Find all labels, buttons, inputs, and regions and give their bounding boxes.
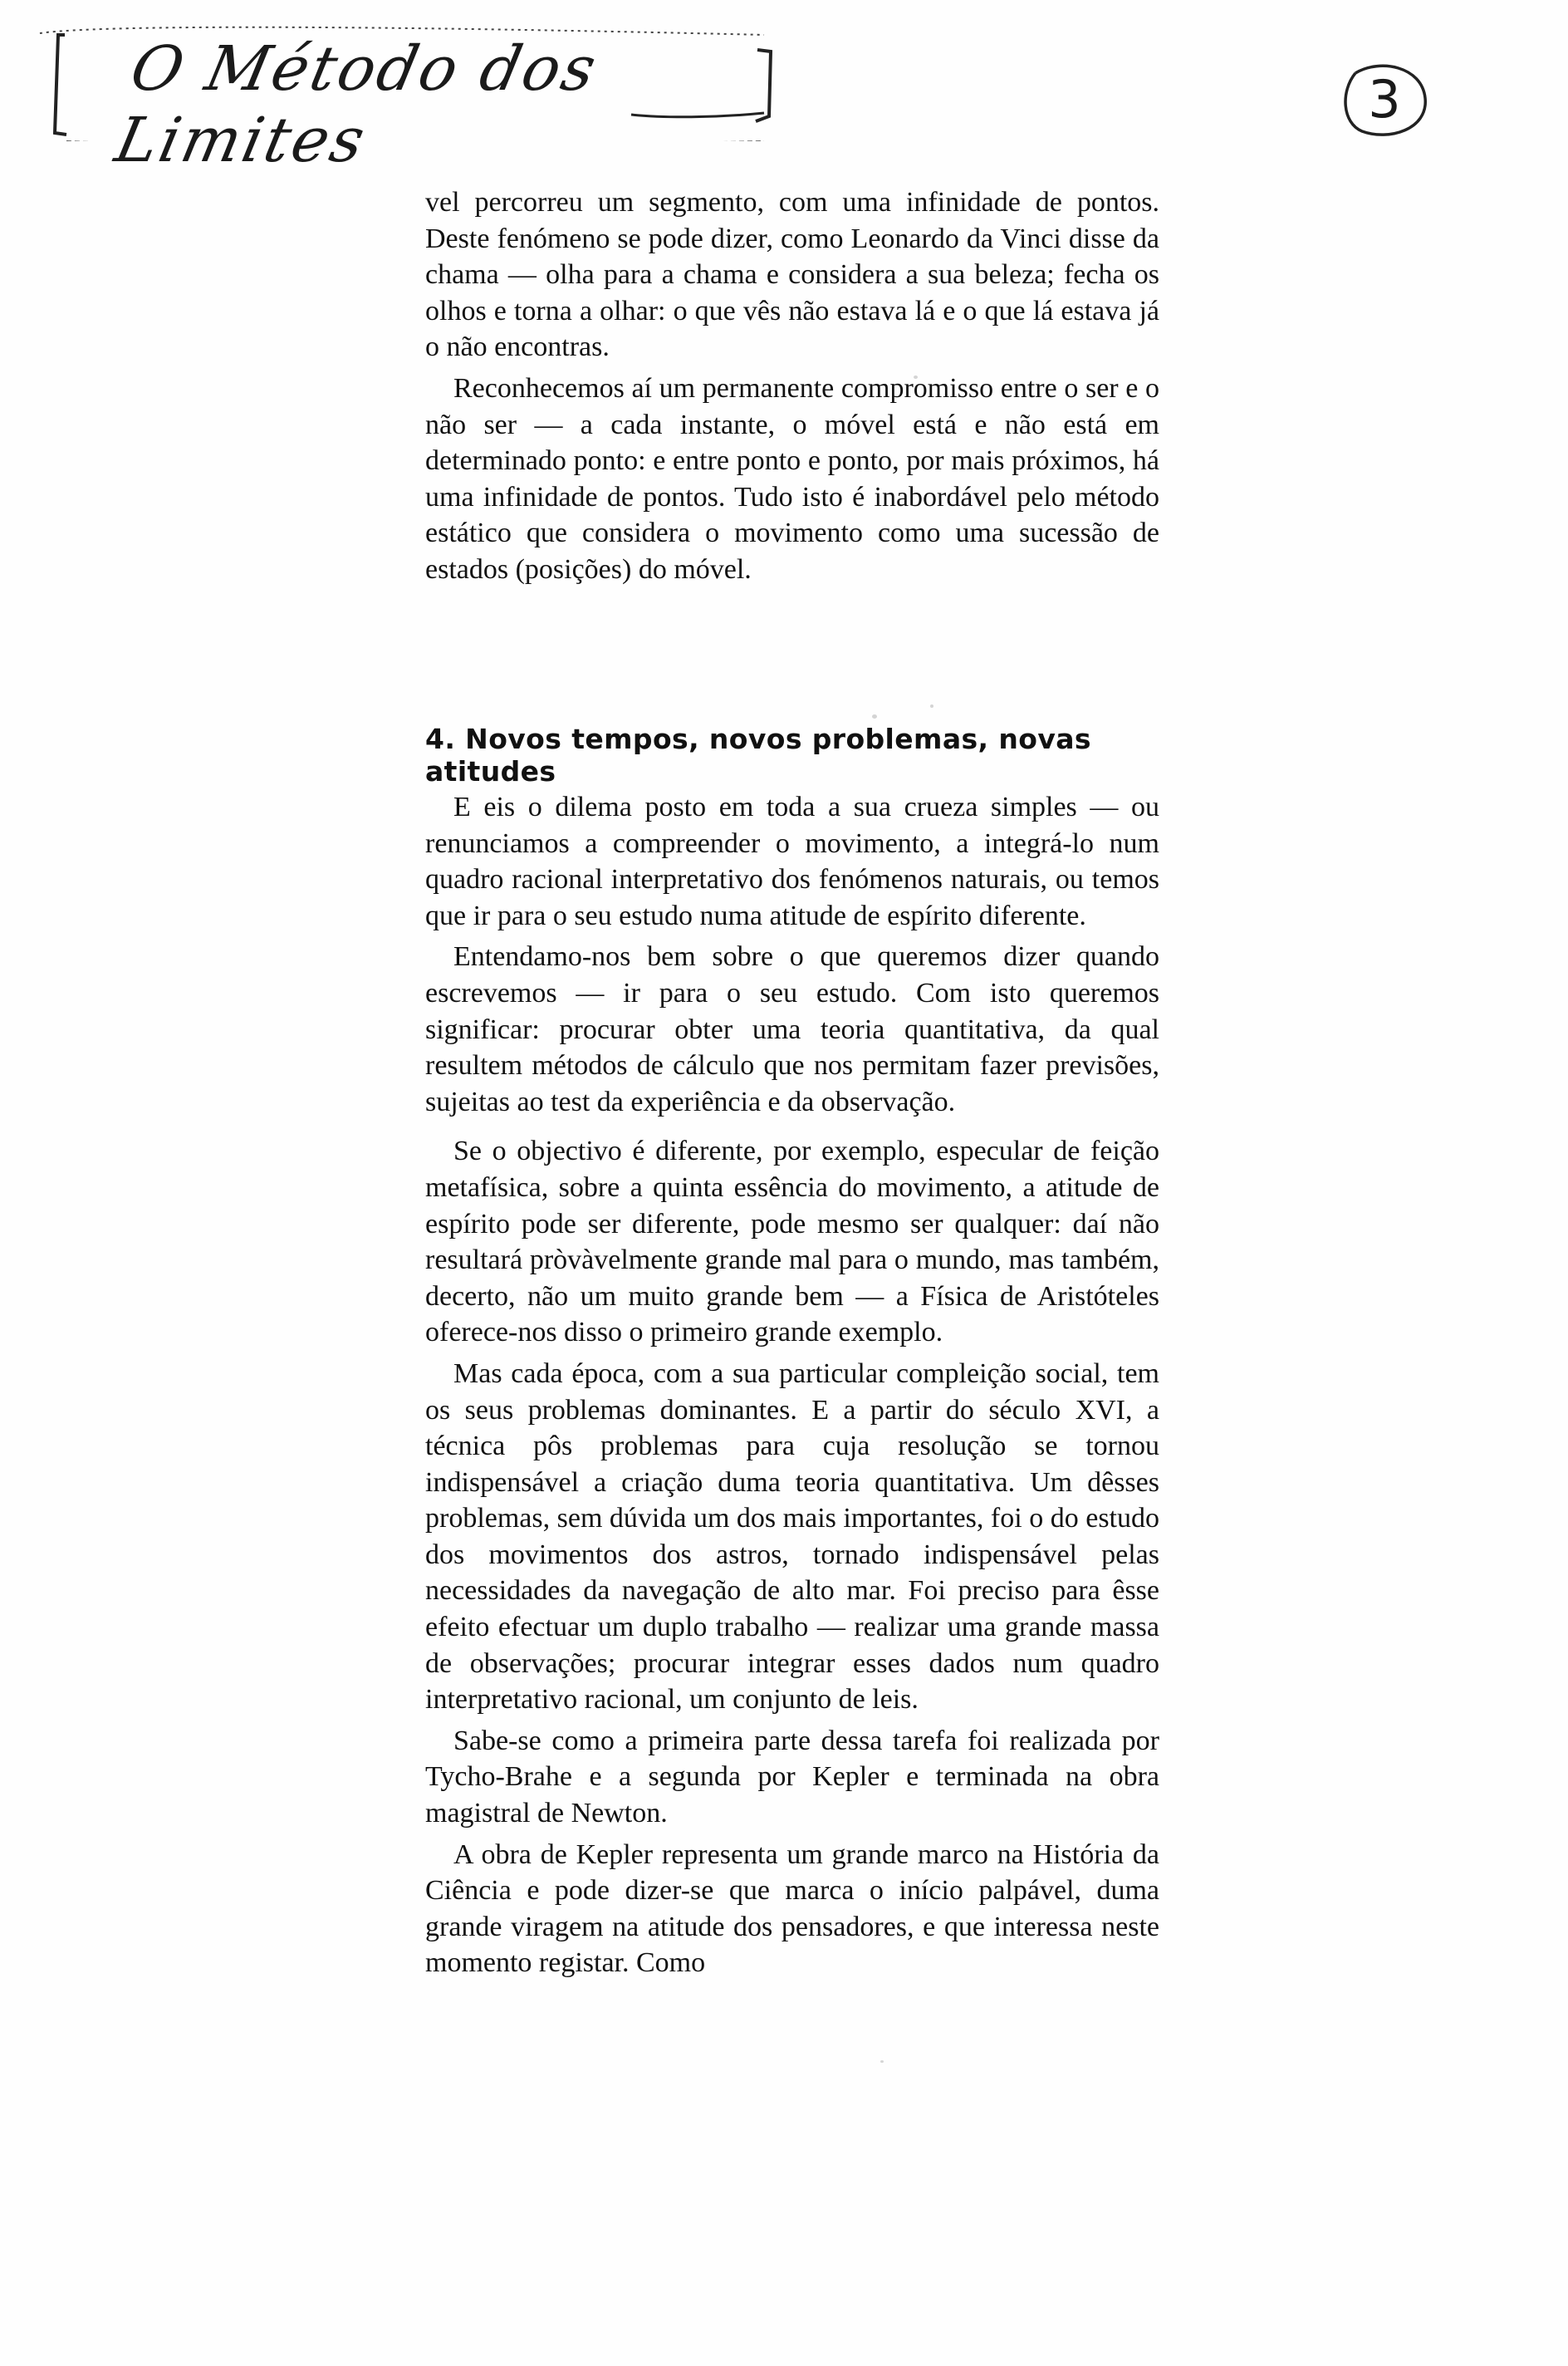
page-number: 3 <box>1368 69 1401 130</box>
handwritten-annotation <box>33 17 806 176</box>
handwritten-title: O Método dos Limites <box>109 33 605 176</box>
scan-speck <box>914 376 918 379</box>
paragraph: Entendamo-nos bem sobre o que queremos dizer quando escrevemos — ir para o seu estudo. Com isto queremos significar: procurar obter uma teoria quantitativa, da qual resultem métodos de cálculo que nos permitam fazer previsões, sujeitas ao test da experiência e da observação. <box>425 941 1159 1117</box>
paragraph: Reconhecemos aí um permanente compromisso entre o ser e o não ser — a cada instante, o móvel está e não está em determinado ponto: e entre ponto e ponto, por mais próximos, há uma infinidade de pontos. Tudo isto é inabordável pelo método estático que considera o movimento como uma sucessão de estados (posições) do móvel. <box>425 372 1159 585</box>
paragraph-continuation: vel percorreu um segmento, com uma infinidade de pontos. Deste fenómeno se pode dizer, como Leonardo da Vinci disse da chama — olha para a chama e considera a sua beleza; fecha os olhos e torna a olhar: o que vês não estava lá e o que lá estava já o não encontras. <box>425 187 1159 363</box>
scan-speck <box>872 714 877 719</box>
section-body <box>425 789 1159 1981</box>
scan-speck <box>930 704 933 708</box>
text-column <box>425 184 1159 1979</box>
paragraph: Sabe-se como a primeira parte dessa tarefa foi realizada por Tycho-Brahe e a segunda por Kepler e terminada na obra magistral de Newton. <box>425 1725 1159 1829</box>
paragraph: Mas cada época, com a sua particular compleição social, tem os seus problemas dominantes. E a partir do século XVI, a técnica pôs problemas para cuja resolução se tornou indispensável a criação duma teoria quantitativa. Um dêsses problemas, sem dúvida um dos mais importantes, foi o do estudo dos movimentos dos astros, tornado indispensável pelas necessidades da navegação de alto mar. Foi preciso para êsse efeito efectuar um duplo trabalho — realizar uma grande massa de observações; procurar integrar esses dados num quadro interpretativo racional, um conjunto de leis. <box>425 1357 1159 1716</box>
section-heading: 4. Novos tempos, novos problemas, novas atitudes <box>425 723 1091 788</box>
paragraph: E eis o dilema posto em toda a sua crueza simples — ou renunciamos a compreender o movimento, a integrá-lo num quadro racional interpretativo dos fenómenos naturais, ou temos que ir para o seu estudo numa atitude de espírito diferente. <box>425 792 1159 931</box>
scan-speck <box>880 2060 884 2063</box>
paragraph: Se o objectivo é diferente, por exemplo, especular de feição metafísica, sobre a quinta essência do movimento, a atitude de espírito pode ser diferente, pode mesmo ser qualquer: daí não resultará pròvàvelmente grande mal para o mundo, mas também, decerto, não um muito grande bem — a Física de Aristóteles oferece-nos disso o primeiro grande exemplo. <box>425 1136 1159 1348</box>
page-number-badge <box>1339 58 1430 141</box>
paragraph: A obra de Kepler representa um grande marco na História da Ciência e pode dizer-se que marca o início palpável, duma grande viragem na atitude dos pensadores, e que interessa neste momento registar. Como <box>425 1838 1159 1979</box>
